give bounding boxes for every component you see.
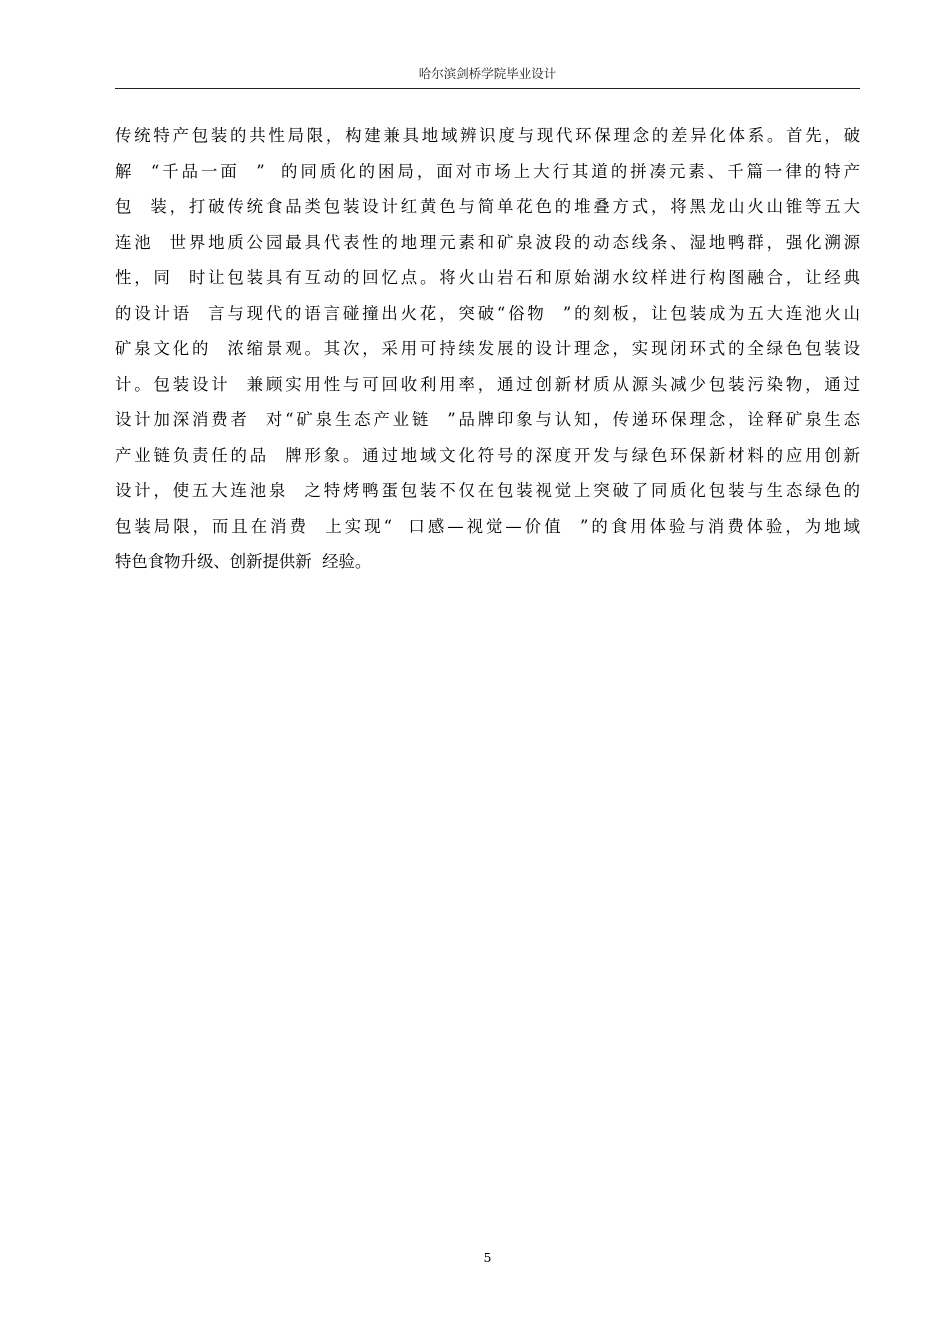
paragraph-line: 特色食物升级、创新提供新 经验。 [115, 552, 372, 571]
paragraph-line: 的设计语 言与现代的语言碰撞出火花，突破“俗物 ”的刻板，让包装成为五大连池火山 [115, 303, 860, 323]
paragraph-line: 性，同 时让包装具有互动的回忆点。将火山岩石和原始湖水纹样进行构图融合，让经典 [115, 268, 860, 287]
paragraph-line: 设计，使五大连池泉 之特烤鸭蛋包装不仅在包装视觉上突破了同质化包装与生态绿色的 [115, 481, 860, 500]
page-number: 5 [483, 1250, 492, 1265]
paragraph-line: 计。包装设计 兼顾实用性与可回收利用率，通过创新材质从源头减少包装污染物，通过 [115, 374, 860, 394]
paragraph-line: 解 “千品一面 ” 的同质化的困局，面对市场上大行其道的拼凑元素、千篇一律的特产 [115, 161, 860, 181]
paragraph-line: 包 装，打破传统食品类包装设计红黄色与简单花色的堆叠方式，将黑龙山火山锥等五大 [115, 197, 860, 216]
paragraph-line: 连池 世界地质公园最具代表性的地理元素和矿泉波段的动态线条、湿地鸭群，强化溯源 [115, 232, 860, 252]
header-divider [115, 88, 860, 89]
running-header-title: 哈尔滨剑桥学院毕业设计 [418, 66, 557, 81]
paragraph-line: 矿泉文化的 浓缩景观。其次，采用可持续发展的设计理念，实现闭环式的全绿色包装设 [115, 339, 860, 358]
paragraph-line: 设计加深消费者 对“矿泉生态产业链 ”品牌印象与认知，传递环保理念，诠释矿泉生态 [115, 410, 860, 429]
body-paragraph [115, 118, 860, 580]
paragraph-line: 包装局限，而且在消费 上实现“ 口感—视觉—价值 ”的食用体验与消费体验，为地域 [115, 516, 860, 536]
paragraph-line: 传统特产包装的共性局限，构建兼具地域辨识度与现代环保理念的差异化体系。首先，破 [115, 126, 860, 145]
paragraph-line: 产业链负责任的品 牌形象。通过地域文化符号的深度开发与绿色环保新材料的应用创新 [115, 445, 860, 465]
